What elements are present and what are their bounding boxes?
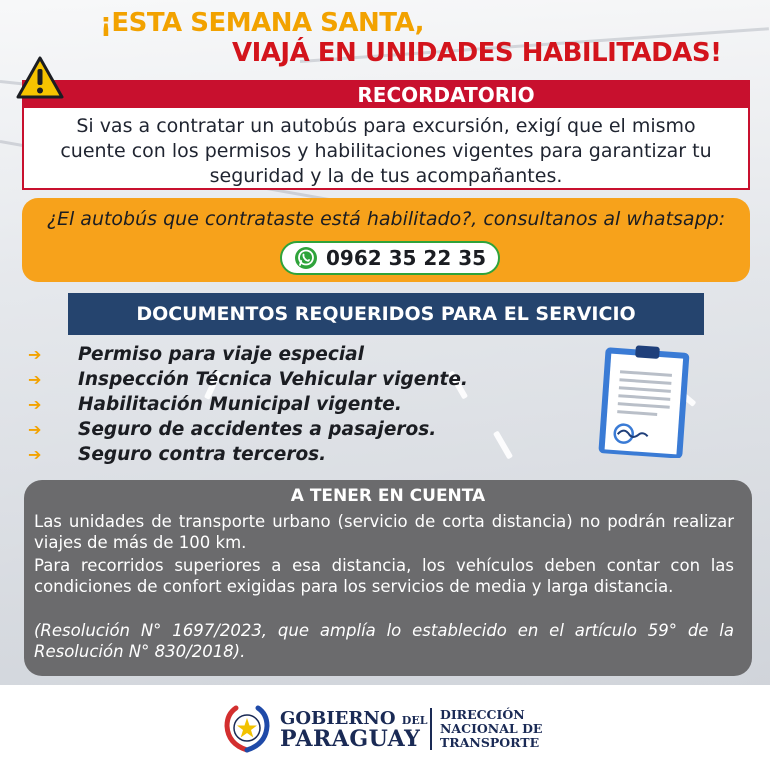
reminder-title: RECORDATORIO	[24, 82, 748, 108]
arrow-right-icon: ➔	[28, 371, 42, 389]
reminder-text: Si vas a contratar un autobús para excursión, exigí que el mismo cuente con los permisos y habilitaciones vigentes para garantizar tu seguridad y la de tus acompañantes.	[60, 115, 712, 187]
list-item	[28, 417, 588, 442]
arrow-right-icon: ➔	[28, 421, 42, 439]
documents-list	[28, 342, 588, 467]
notice-box	[24, 480, 752, 676]
document-item-text: Habilitación Municipal vigente.	[78, 394, 402, 415]
list-item	[28, 367, 588, 392]
arrow-right-icon: ➔	[28, 346, 42, 364]
whatsapp-box	[22, 198, 750, 282]
department-name	[440, 708, 542, 750]
gov-logo-line-2: PARAGUAY	[280, 726, 421, 752]
phone-number: 0962 35 22 35	[326, 246, 487, 270]
document-item-text: Seguro contra terceros.	[78, 444, 327, 465]
department-line-1: DIRECCIÓN	[440, 707, 525, 722]
arrow-right-icon: ➔	[28, 446, 42, 464]
notice-paragraph-2: Para recorridos superiores a esa distancia, los vehículos deben contar con las condiciones de confort exigidas para los servicios de media y larga distancia.	[34, 556, 734, 596]
department-line-3: TRANSPORTE	[440, 735, 540, 750]
headline-line-2: VIAJÁ EN UNIDADES HABILITADAS!	[232, 38, 722, 68]
paraguay-seal-icon	[222, 704, 272, 754]
arrow-right-icon: ➔	[28, 396, 42, 414]
warning-icon	[16, 56, 64, 100]
list-item	[28, 392, 588, 417]
document-item-text: Inspección Técnica Vehicular vigente.	[78, 369, 468, 390]
headline-line-1: ¡ESTA SEMANA SANTA,	[100, 8, 424, 38]
list-item	[28, 442, 588, 467]
clipboard-document-icon	[598, 342, 690, 458]
whatsapp-icon	[294, 246, 318, 270]
notice-title: A TENER EN CUENTA	[290, 486, 486, 506]
list-item	[28, 342, 588, 367]
document-item-text: Seguro de accidentes a pasajeros.	[78, 419, 437, 440]
footer-divider	[430, 708, 432, 750]
documents-title: DOCUMENTOS REQUERIDOS PARA EL SERVICIO	[68, 293, 704, 335]
whatsapp-question: ¿El autobús que contrataste está habilitado?, consultanos al whatsapp:	[46, 208, 726, 230]
gov-logo-word-gobierno: GOBIERNO	[280, 708, 396, 729]
department-line-2: NACIONAL DE	[440, 721, 543, 736]
reminder-box	[22, 80, 750, 190]
notice-paragraph-3: (Resolución N° 1697/2023, que amplía lo establecido en el artículo 59° de la Resolución N° 830/2018).	[34, 621, 734, 661]
gov-logo-word-del: DEL	[401, 714, 428, 727]
whatsapp-phone-button[interactable]	[280, 241, 500, 275]
notice-paragraph-1: Las unidades de transporte urbano (servicio de corta distancia) no podrán realizar viajes de más de 100 km.	[34, 512, 734, 552]
document-item-text: Permiso para viaje especial	[78, 344, 364, 365]
